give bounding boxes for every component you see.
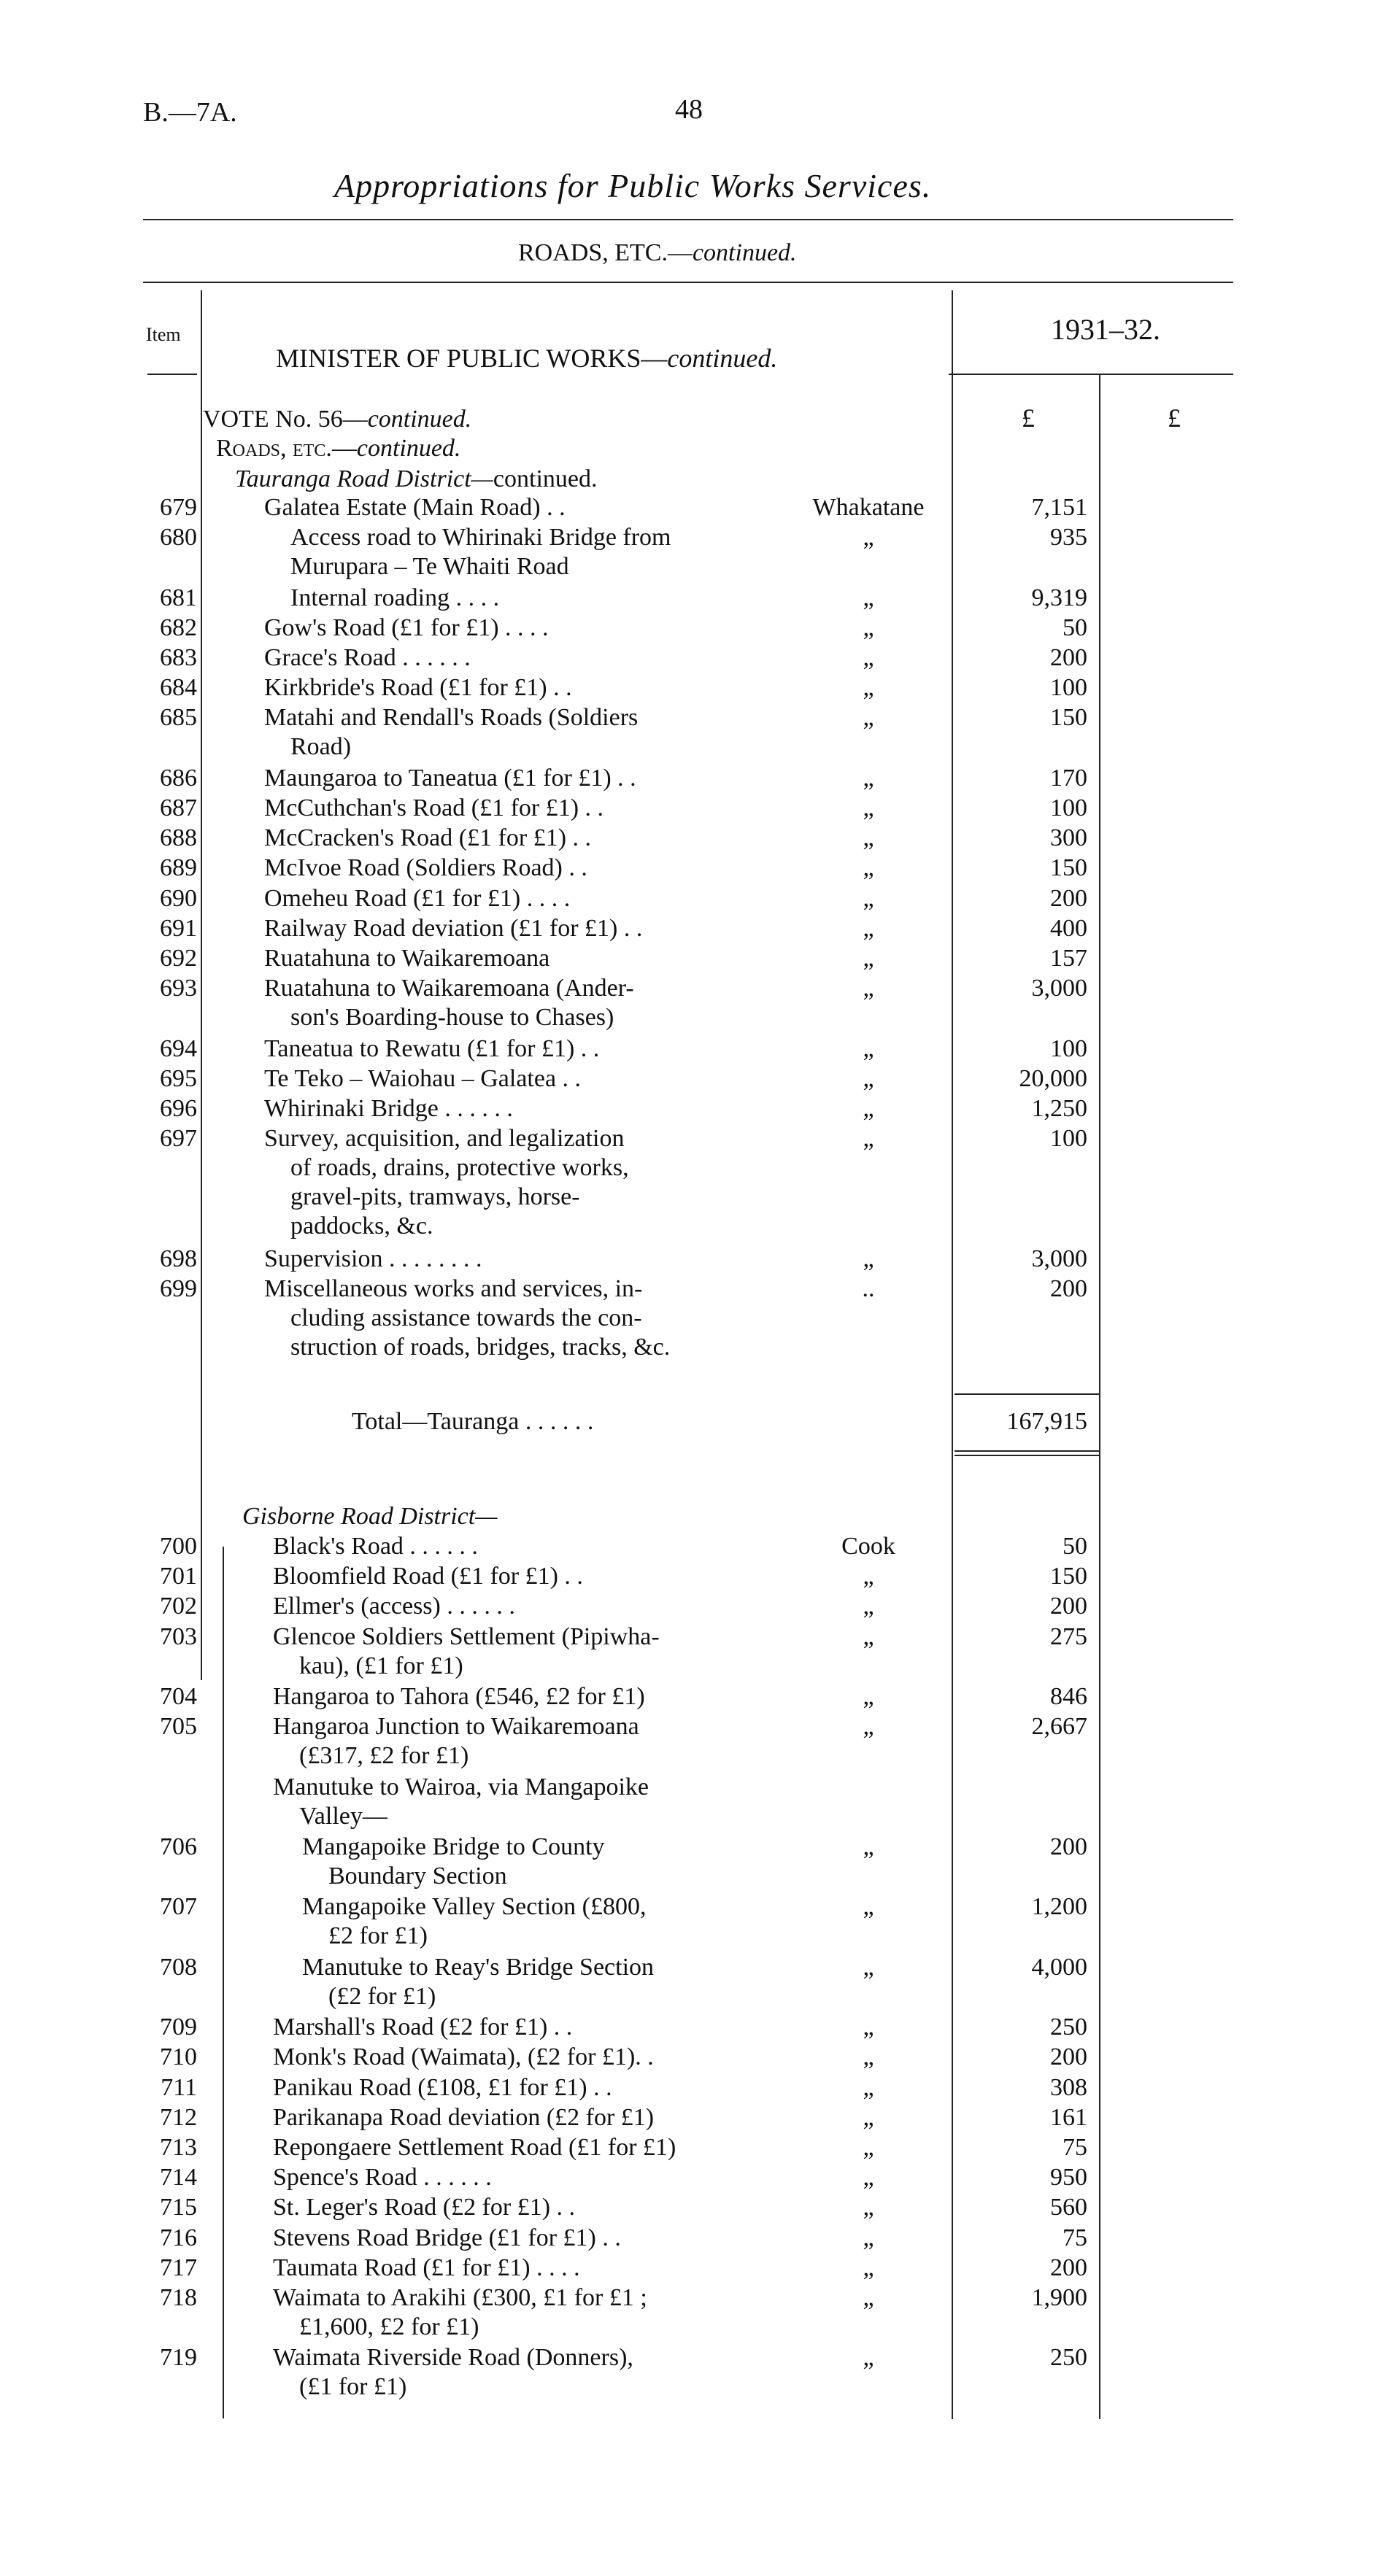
description-line: Access road to Whirinaki Bridge from [290,524,671,552]
item-amount: 1,200 [1031,1893,1087,1921]
item-amount: 3,000 [1031,975,1087,1002]
total-bottom-rule-1 [955,1450,1099,1452]
item-amount: 308 [1050,2073,1087,2101]
total-bottom-rule-2 [955,1455,1099,1456]
item-amount: 1,900 [1031,2284,1087,2311]
description-line: gravel-pits, tramways, horse- [290,1183,580,1211]
item-description [264,1094,513,1123]
item-number: 709 [160,2014,197,2041]
description-line: Matahi and Rendall's Roads (Soldiers [264,704,639,732]
description-line: (£2 for £1) [328,1982,436,2010]
item-amount: 150 [1050,854,1087,882]
item-number: 714 [160,2164,197,2192]
ditto-mark: „ [863,975,874,1002]
section-heading-main: ROADS, ETC.— [518,239,693,266]
item-number: 687 [160,794,197,821]
document-reference: B.—7A. [143,97,237,128]
tauranga-district-heading [235,465,598,493]
item-number: 691 [160,914,197,942]
year-column-header: 1931–32. [1051,313,1160,346]
description-line: Spence's Road . . . . . . [273,2164,492,2192]
ditto-mark: „ [863,2014,874,2041]
roads-line [216,435,460,463]
description-line: Omeheu Road (£1 for £1) . . . . [264,884,571,912]
item-number: 685 [160,704,197,732]
district-place: Cook [841,1533,895,1560]
item-number: 706 [160,1833,197,1860]
item-amount: 170 [1050,764,1087,792]
item-number: 689 [160,854,197,882]
description-line: Survey, acquisition, and legalization [264,1125,625,1153]
description-line: Marshall's Road (£2 for £1) . . [273,2014,573,2041]
description-line: Parikanapa Road deviation (£2 for £1) [273,2103,655,2131]
page-number: 48 [675,94,703,125]
item-amount: 75 [1063,2224,1087,2251]
description-line: Stevens Road Bridge (£1 for £1) . . [273,2224,621,2251]
description-line: (£317, £2 for £1) [299,1742,469,1770]
item-amount: 50 [1063,614,1087,641]
amount-column-rule-right [1099,374,1100,2419]
item-description [273,1592,515,1621]
item-description [273,2224,621,2253]
ditto-mark: „ [863,2073,874,2101]
description-line: Panikau Road (£108, £1 for £1) . . [273,2073,612,2101]
description-line: (£1 for £1) [299,2373,407,2401]
item-description [264,944,549,973]
item-number: 690 [160,884,197,912]
roads-line-main: Roads, etc.— [216,435,357,462]
tauranga-district-name: Tauranga Road District— [235,465,493,492]
ditto-mark: „ [863,794,874,821]
item-amount: 400 [1050,914,1087,942]
item-amount: 7,151 [1031,494,1087,521]
item-number: 703 [160,1622,197,1650]
item-description [273,2254,580,2283]
description-line: Mangapoike Bridge to County [302,1833,605,1860]
item-amount: 100 [1050,1034,1087,1062]
item-amount: 200 [1050,2254,1087,2281]
item-number: 699 [160,1275,197,1303]
currency-label-2: £ [1168,403,1181,433]
item-description [264,523,671,581]
item-description [264,824,591,853]
item-description [264,493,566,522]
item-amount: 200 [1050,1833,1087,1860]
ditto-mark: „ [863,2254,874,2281]
item-number: 696 [160,1095,197,1122]
item-description [264,584,499,613]
description-line: Ruatahuna to Waikaremoana (Ander- [264,975,634,1002]
item-number: 681 [160,584,197,611]
item-description [264,614,549,643]
item-description [273,1712,639,1771]
item-number: 688 [160,824,197,852]
description-line: Manutuke to Wairoa, via Mangapoike [273,1773,649,1801]
item-description [273,2283,647,2342]
ditto-mark: „ [863,1563,874,1590]
description-line: kau), (£1 for £1) [299,1652,463,1679]
item-amount: 950 [1050,2164,1087,2192]
ditto-mark: „ [863,764,874,792]
page-title: Appropriations for Public Works Services. [334,167,932,204]
description-line: Road) [290,733,352,761]
description-line: Te Teko – Waiohau – Galatea . . [264,1064,582,1092]
ditto-mark: „ [863,1125,874,1153]
item-number: 700 [160,1533,197,1560]
description-line: Valley— [299,1802,387,1830]
item-number: 692 [160,945,197,972]
item-amount: 250 [1050,2344,1087,2372]
title-rule [143,219,1233,220]
ditto-mark: „ [863,1622,874,1650]
item-number: 712 [160,2103,197,2131]
item-amount: 200 [1050,1593,1087,1620]
ditto-mark: „ [863,2103,874,2131]
gisborne-district-heading: Gisborne Road District— [242,1503,498,1530]
item-description [302,1892,647,1951]
item-number: 711 [161,2073,197,2101]
item-description [264,703,638,762]
description-line: Glencoe Soldiers Settlement (Pipiwha- [273,1622,660,1650]
vote-line [203,406,471,433]
minister-heading [276,343,777,374]
ditto-mark: „ [863,884,874,912]
description-line: Monk's Road (Waimata), (£2 for £1). . [273,2043,654,2071]
item-amount: 2,667 [1031,1713,1087,1741]
ditto-mark: „ [863,704,874,732]
item-number: 708 [160,1953,197,1981]
item-amount: 935 [1050,524,1087,552]
item-amount: 275 [1050,1622,1087,1650]
item-number: 704 [160,1683,197,1710]
ditto-mark: „ [863,1095,874,1122]
item-number: 713 [160,2134,197,2161]
item-amount: 100 [1050,1125,1087,1153]
section-heading [518,239,797,267]
vote-line-main: VOTE No. 56— [203,406,368,433]
ditto-mark: „ [863,1245,874,1272]
item-description [273,2013,572,2042]
item-amount: 1,250 [1031,1095,1087,1122]
description-line: Gow's Road (£1 for £1) . . . . [264,614,549,641]
description-line: Waimata Riverside Road (Donners), [273,2344,633,2372]
ditto-mark: „ [863,2134,874,2161]
ditto-mark: „ [863,824,874,852]
currency-label-1: £ [1022,403,1035,433]
item-description [264,794,603,823]
item-number: 718 [160,2284,197,2311]
description-line: McIvoe Road (Soldiers Road) . . [264,854,587,882]
item-description [264,1034,599,1064]
ditto-mark: „ [863,2043,874,2071]
item-amount: 3,000 [1031,1245,1087,1272]
ditto-mark: „ [863,1683,874,1710]
ditto-mark: „ [863,584,874,611]
ditto-mark: „ [863,1833,874,1860]
item-description [273,1532,478,1561]
ditto-mark: „ [863,2194,874,2221]
description-line: McCracken's Road (£1 for £1) . . [264,824,592,852]
item-description [264,1245,482,1274]
description-line: St. Leger's Road (£2 for £1) . . [273,2194,576,2221]
item-number: 684 [160,674,197,702]
ditto-mark: „ [863,2224,874,2251]
item-number: 716 [160,2224,197,2251]
description-line: Maungaroa to Taneatua (£1 for £1) . . [264,764,636,792]
item-description [273,2103,654,2132]
description-line: McCuthchan's Road (£1 for £1) . . [264,794,604,821]
item-description [273,2043,654,2072]
ditto-mark: „ [863,1953,874,1981]
ditto-mark: „ [863,1034,874,1062]
ditto-mark: „ [863,674,874,702]
total-top-rule [955,1393,1099,1395]
district-place: Whakatane [812,494,925,521]
item-number: 686 [160,764,197,792]
ditto-mark: „ [863,644,874,671]
ditto-mark: „ [863,2344,874,2372]
item-description [273,2343,633,2402]
description-line: Mangapoike Valley Section (£800, [302,1893,647,1921]
description-line: Grace's Road . . . . . . [264,644,471,671]
description-line: Ellmer's (access) . . . . . . [273,1593,515,1620]
item-number: 702 [160,1593,197,1620]
description-line: Waimata to Arakihi (£300, £1 for £1 ; [273,2284,647,2311]
item-amount: 75 [1063,2134,1087,2161]
description-line: Taneatua to Rewatu (£1 for £1) . . [264,1034,600,1062]
item-amount: 300 [1050,824,1087,852]
item-number: 698 [160,1245,197,1272]
item-description [273,2073,612,2103]
minister-heading-main: MINISTER OF PUBLIC WORKS— [276,344,668,373]
item-description [273,1562,583,1591]
ditto-mark: „ [863,945,874,972]
ditto-mark: „ [863,914,874,942]
description-line: Taumata Road (£1 for £1) . . . . [273,2254,580,2281]
ditto-mark: „ [863,1593,874,1620]
item-description [264,914,642,943]
ditto-mark: „ [863,1893,874,1921]
item-amount: 161 [1050,2103,1087,2131]
item-amount: 100 [1050,674,1087,702]
item-number: 679 [160,494,197,521]
description-line: Railway Road deviation (£1 for £1) . . [264,914,643,942]
item-number: 715 [160,2194,197,2221]
item-amount: 150 [1050,1563,1087,1590]
item-description [273,2133,676,2162]
item-amount: 20,000 [1019,1064,1087,1092]
description-line: £2 for £1) [328,1922,428,1950]
item-description [264,643,471,673]
item-amount: 50 [1063,1533,1087,1560]
description-line: Boundary Section [328,1863,507,1890]
item-amount: 9,319 [1031,584,1087,611]
description-line: Miscellaneous works and services, in- [264,1275,643,1303]
tauranga-district-continued: continued. [493,465,598,492]
item-amount: 560 [1050,2194,1087,2221]
item-description [273,1682,645,1711]
item-amount: 200 [1050,884,1087,912]
item-header-rule [147,374,197,375]
item-amount: 200 [1050,2043,1087,2071]
item-number: 701 [160,1563,197,1590]
ditto-mark: „ [863,1713,874,1741]
ditto-mark: „ [863,2164,874,2192]
item-number: 680 [160,524,197,552]
ditto-mark: „ [863,854,874,882]
item-number: 693 [160,975,197,1002]
item-amount: 157 [1050,945,1087,972]
description-line: Bloomfield Road (£1 for £1) . . [273,1563,583,1590]
item-description [302,1833,605,1891]
item-description [264,854,587,883]
item-description [264,673,572,703]
item-description [273,2193,575,2222]
item-description [264,1124,629,1241]
total-tauranga-amount: 167,915 [1006,1408,1087,1435]
description-line: struction of roads, bridges, tracks, &c. [290,1334,671,1361]
section-rule [143,282,1233,283]
minister-heading-continued: continued. [667,344,778,373]
item-description [302,1953,654,2011]
year-header-rule [949,374,1233,375]
description-line: Black's Road . . . . . . [273,1533,478,1560]
item-description [264,974,634,1032]
description-line: Hangaroa to Tahora (£546, £2 for £1) [273,1683,645,1710]
item-amount: 250 [1050,2014,1087,2041]
item-description [264,1064,581,1094]
item-column-rule-upper [201,290,202,1680]
item-number: 710 [160,2043,197,2071]
description-line: Internal roading . . . . [290,584,500,611]
description-line: Murupara – Te Whaiti Road [290,553,569,581]
roads-line-continued: continued. [356,435,461,462]
ditto-mark: „ [863,614,874,641]
item-description [273,1773,649,1831]
item-amount: 150 [1050,704,1087,732]
description-line: Ruatahuna to Waikaremoana [264,945,550,972]
item-number: 697 [160,1125,197,1153]
item-number: 695 [160,1064,197,1092]
description-line: Whirinaki Bridge . . . . . . [264,1095,513,1122]
item-number: 707 [160,1893,197,1921]
item-number: 705 [160,1713,197,1741]
description-line: of roads, drains, protective works, [290,1154,629,1182]
description-line: cluding assistance towards the con- [290,1304,642,1332]
description-line: Hangaroa Junction to Waikaremoana [273,1713,639,1741]
description-line: Manutuke to Reay's Bridge Section [302,1953,655,1981]
item-amount: 200 [1050,644,1087,671]
item-amount: 846 [1050,1683,1087,1710]
description-line: Supervision . . . . . . . . [264,1245,482,1272]
item-number: 682 [160,614,197,641]
ditto-mark: „ [863,524,874,552]
item-amount: 100 [1050,794,1087,821]
section-heading-continued: continued. [692,239,797,266]
description-line: £1,600, £2 for £1) [299,2313,479,2340]
item-column-rule-lower [223,1547,224,2418]
item-amount: 4,000 [1031,1953,1087,1981]
description-line: son's Boarding-house to Chases) [290,1004,614,1032]
total-tauranga-label: Total—Tauranga . . . . . . [352,1408,594,1435]
vote-line-continued: continued. [367,406,472,433]
item-description [273,2163,492,2192]
item-description [264,764,636,793]
item-number: 694 [160,1034,197,1062]
item-number: 683 [160,644,197,671]
item-description [264,884,570,913]
item-description [273,1622,660,1681]
item-amount: 200 [1050,1275,1087,1303]
item-description [264,1275,670,1362]
item-number: 719 [160,2344,197,2372]
ditto-mark: „ [863,1064,874,1092]
description-line: Kirkbride's Road (£1 for £1) . . [264,674,572,702]
description-line: Repongaere Settlement Road (£1 for £1) [273,2134,676,2161]
item-column-header: Item [146,324,181,345]
leader-dots: .. [862,1275,875,1303]
description-line: paddocks, &c. [290,1212,433,1240]
description-line: Galatea Estate (Main Road) . . [264,494,566,521]
ditto-mark: „ [863,2284,874,2311]
item-number: 717 [160,2254,197,2281]
